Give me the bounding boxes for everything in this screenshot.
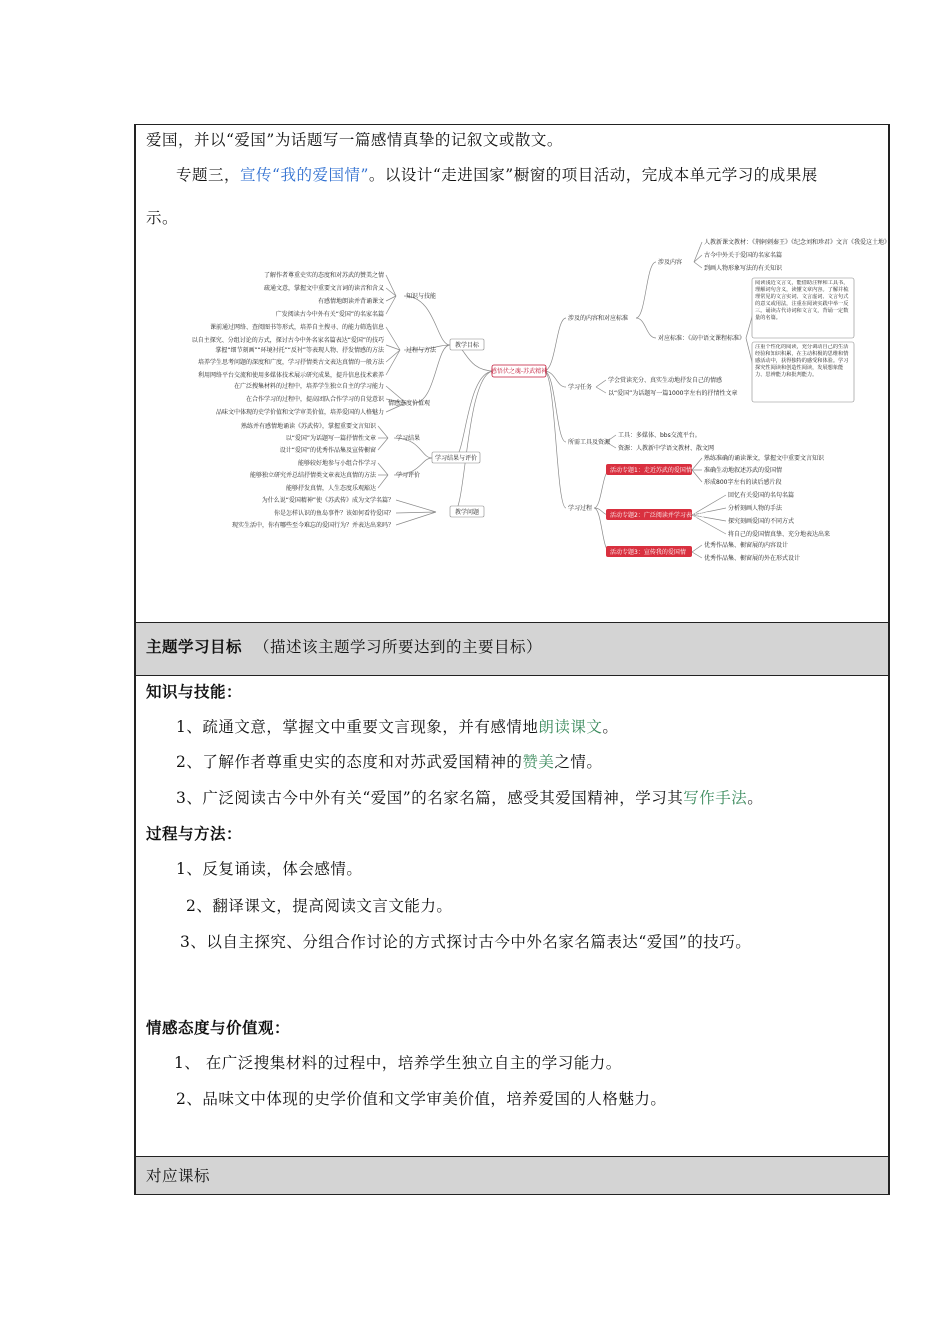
k1-end: 。	[602, 718, 619, 736]
activity-2: 活动专题2：广泛阅读并学习表达技巧	[610, 512, 710, 519]
mind-map-leaf: 能够独立研究并总结抒情类文章表达真情的方法	[249, 472, 376, 479]
mind-map-leaf: 熟练并有感情地诵读《苏武传》，掌握重要文言知识	[240, 423, 376, 430]
mind-map-leaf: 熟练准确的诵读课文，掌握文中重要文言知识	[704, 455, 825, 462]
k1-highlight: 朗读课文	[538, 718, 603, 736]
activity-3: 活动专题3：宣传我的爱国情	[610, 549, 686, 556]
emotion-heading: 情感态度与价值观：	[146, 1018, 291, 1037]
knowledge-item-2	[176, 750, 602, 772]
mind-map-leaf: 掌握“细节刻画”“环境衬托”“反衬”等表现人物、抒发情感的方法	[215, 347, 384, 354]
mind-map-leaf: 探究刻画爱国的不同方式	[728, 518, 795, 525]
mind-map-leaf: 现实生活中，你有哪些至今难忘的爱国行为？并表达出来吗？	[231, 522, 394, 529]
curriculum-standard-label: 对应课标	[146, 1167, 211, 1185]
intro-suffix: 。以设计“走进国家”橱窗的项目活动，完成本单元学习的成果展	[368, 166, 818, 184]
mind-map-root: 感悟伏之魂-苏武精神	[490, 368, 548, 375]
process-item-3: 3、以自主探究、分组合作讨论的方式探讨古今中外名家名篇表达“爱国”的技巧。	[180, 933, 752, 951]
k1-text: 1、疏通文意，掌握文中重要文言现象，并有感情地	[176, 718, 539, 736]
standard-text-2: 注重个性化的阅读，充分调动自己的生活经验和知识积累，在主动积极的思维和情感活动中，获得独特的感受和体验。学习探究性阅读和创造性阅读，发展想象能力、思辨能力和批判能力。	[755, 344, 849, 378]
activity-1: 活动专题1：走近苏武的爱国情	[610, 467, 692, 474]
branch-teaching-goals: 教学目标	[454, 342, 480, 349]
intro-line-2	[176, 163, 818, 185]
process-heading: 过程与方法：	[146, 824, 243, 843]
branch-tools: 所需工具及资源	[568, 439, 611, 446]
node-process: 过程与方法	[406, 347, 437, 354]
intro-line-3: 示。	[146, 209, 179, 227]
branch-problems: 教学问题	[454, 509, 480, 516]
mind-map-leaf: 分析刻画人物的手法	[728, 505, 783, 512]
mind-map-leaf: 能够较好地参与小组合作学习	[297, 460, 376, 467]
branch-learning-process: 学习过程	[568, 505, 593, 512]
mind-map-leaf: 疏通文意，掌握文中重要文言词的读音和含义	[263, 285, 384, 292]
mind-map-leaf: 到画人物形象写法的有关知识	[704, 265, 783, 272]
mind-map-leaf: 形成800字左右的读后感片段	[704, 479, 782, 486]
mind-map-leaf: 能够抒发真情，人生态度乐观豁达	[285, 485, 376, 492]
goals-header	[136, 622, 888, 676]
k3-highlight: 写作手法	[683, 789, 748, 807]
standard-text-2-wrap	[755, 344, 852, 402]
mind-map-leaf: 以“爱国”为话题写一篇抒情性文章	[285, 435, 376, 442]
mind-map-leaf: 以“爱国”为话题写一篇1000字左右的抒情性文章	[608, 390, 738, 397]
mind-map-leaf: 以自主探究、分组讨论的方式，探讨古今中外名家名篇表达“爱国”的技巧	[191, 337, 384, 344]
mind-map-leaf: 有感情地朗读并背诵课文	[317, 298, 384, 305]
intro-prefix: 专题三，	[176, 166, 241, 184]
knowledge-heading: 知识与技能：	[146, 682, 243, 701]
emotion-item-2: 2、品味文中体现的史学价值和文学审美价值，培养爱国的人格魅力。	[176, 1090, 667, 1108]
node-learning-evaluation: 学习评价	[396, 472, 421, 479]
mind-map	[136, 230, 890, 622]
k2-highlight: 赞美	[522, 753, 555, 771]
mind-map-leaf: 人教新课文教材：《荆轲刺秦王》《纪念刘和珍君》文言《我爱这土地》	[704, 239, 890, 246]
mind-map-leaf: 培养学生思考问题的深度和广度，学习抒情类古文表达真情的一般方法	[197, 359, 384, 366]
k3-text: 3、广泛阅读古今中外有关“爱国”的名家名篇，感受其爱国精神，学习其	[176, 789, 684, 807]
mind-map-leaf: 学会赏读充分、真实生动地抒发自己的情感	[608, 377, 723, 384]
node-learning-results: 学习结果	[396, 435, 421, 442]
branch-content-standards: 涉及的内容和对应标准	[568, 315, 629, 322]
topic-link[interactable]: 宣传“我的爱国情”	[240, 166, 369, 184]
knowledge-item-1	[176, 715, 618, 737]
curriculum-standard-header	[136, 1156, 888, 1195]
mind-map-leaf: 设计“爱国”的优秀作品集及宣传橱窗	[279, 447, 376, 454]
mind-map-canvas	[136, 230, 890, 622]
k2-end: 之情。	[554, 753, 603, 771]
knowledge-item-3	[176, 786, 763, 808]
mind-map-leaf: 回忆有关爱国的名句名篇	[728, 492, 795, 499]
standard-text-1: 阅读浅近文言文，能借助注释和工具书，理解词句含义，读懂文章内容。了解并梳理常见的文言实词、文言虚词、文言句式的意义或用法，注重在阅读实践中举一反三。诵读古代诗词和文言文，背诵一定数量的名篇。	[755, 280, 849, 321]
branch-results: 学习结果与评价	[434, 455, 478, 462]
standard-text-1-wrap	[755, 280, 852, 338]
process-item-1: 1、反复诵读，体会感情。	[176, 860, 363, 878]
node-standard: 对应标准：《高中语文课程标准》	[658, 335, 746, 342]
mind-map-leaf: 为什么说“爱国精神”使《苏武传》成为文学名篇？	[261, 497, 394, 504]
branch-learning-task: 学习任务	[568, 384, 593, 391]
node-knowledge: 知识与技能	[406, 293, 437, 300]
goals-header-note: （描述该主题学习所要达到的主要目标）	[254, 638, 543, 656]
mind-map-leaf: 古今中外关于爱国的名家名篇	[704, 252, 783, 259]
mind-map-leaf: 在广泛搜集材料的过程中，培养学生独立自主的学习能力	[233, 383, 384, 390]
k2-text: 2、了解作者尊重史实的态度和对苏武爱国精神的	[176, 753, 523, 771]
goal-leaves	[192, 271, 385, 416]
mind-map-leaf: 工具：多媒体、bbs交流平台。	[618, 432, 701, 439]
result-leaves	[232, 422, 394, 529]
node-content: 涉及内容	[658, 259, 683, 266]
mind-map-leaf: 优秀作品集、橱窗展的外在形式设计	[704, 555, 801, 562]
mind-map-leaf: 在合作学习的过程中，提高团队合作学习的自觉意识	[245, 396, 384, 403]
mind-map-leaf: 优秀作品集、橱窗展的内容设计	[704, 542, 789, 549]
intro-line-1: 爱国，并以“爱国”为话题写一篇感情真挚的记叙文或散文。	[146, 131, 563, 149]
mind-map-leaf: 资源：人教新中学语文教材、散文网	[618, 445, 715, 452]
emotion-item-1: 1、 在广泛搜集材料的过程中，培养学生独立自主的学习能力。	[174, 1054, 622, 1072]
k3-end: 。	[747, 789, 764, 807]
goals-header-title: 主题学习目标	[146, 637, 243, 656]
mind-map-leaf: 准确生动地叙述苏武的爱国情	[704, 467, 783, 474]
mind-map-leaf: 利用网络平台交流和使用多媒体技术展示研究成果，提升信息技术素养	[197, 372, 384, 379]
mind-map-leaf: 将自己的爱国情真挚、充分地表达出来	[728, 531, 831, 538]
mind-map-connectors	[378, 242, 754, 558]
node-emotion: 情感态度价值观	[388, 400, 431, 407]
process-item-2: 2、翻译课文，提高阅读文言文能力。	[186, 897, 453, 915]
mind-map-leaf: 广发阅读古今中外有关“爱国”的名家名篇	[275, 311, 384, 318]
mind-map-leaf: 你是怎样认识的鱼岛事件？该如何看待爱国？	[273, 510, 394, 517]
mind-map-leaf: 课前通过网络、查阅图书等形式，培养自主搜寻、的能力筛选信息	[209, 324, 384, 331]
mind-map-leaf: 品味文中体现的史学价值和文学审美价值，培养爱国的人格魅力	[215, 409, 384, 416]
mind-map-leaf: 了解作者尊重史实的态度和对苏武的赞美之情	[263, 272, 384, 279]
